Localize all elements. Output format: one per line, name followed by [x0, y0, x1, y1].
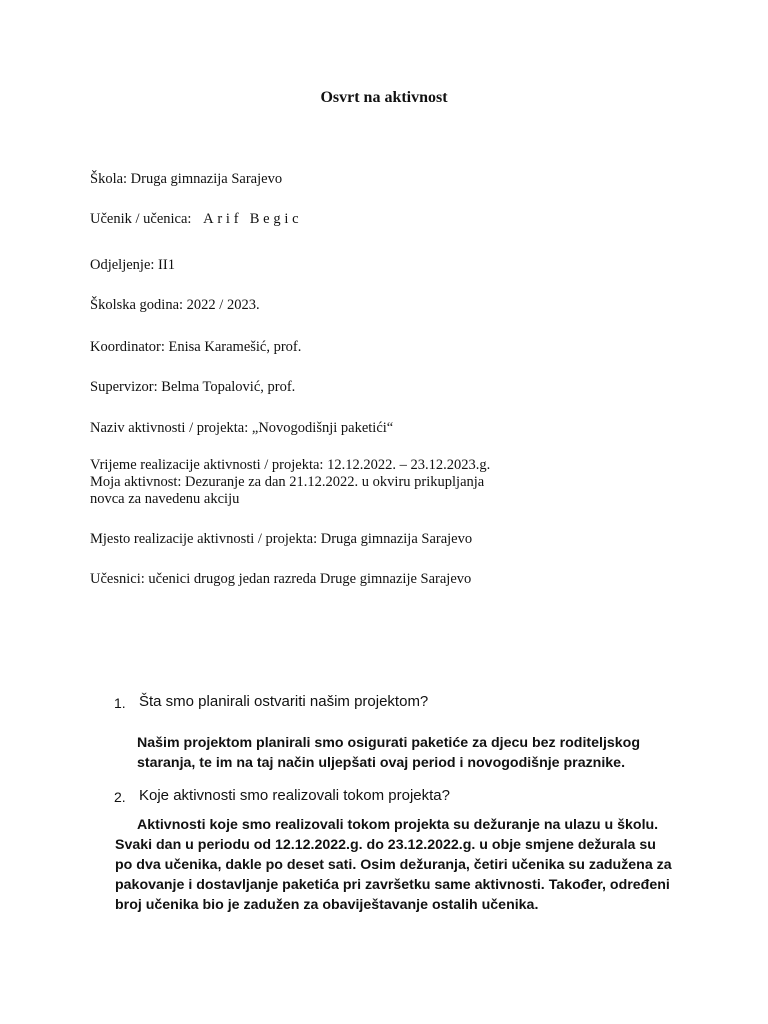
- field-moja-aktivnost-line2: novca za navedenu akciju: [90, 491, 240, 507]
- answer-1-line-2: staranja, te im na taj način uljepšati ovaj period i novogodišnje praznike.: [137, 755, 626, 771]
- document-title: Osvrt na aktivnost: [320, 89, 448, 106]
- answer-1-line-1: Našim projektom planirali smo osigurati paketiće za djecu bez roditeljskog: [137, 735, 641, 751]
- field-moja-aktivnost-line1: Moja aktivnost: Dezuranje za dan 21.12.2022. u okviru prikupljanja: [90, 474, 485, 490]
- field-supervizor: Supervizor: Belma Topalović, prof.: [90, 379, 296, 395]
- question-2-text: Koje aktivnosti smo realizovali tokom projekta?: [139, 787, 450, 804]
- field-ucesnici: Učesnici: učenici drugog jedan razreda Druge gimnazije Sarajevo: [90, 571, 472, 587]
- field-mjesto: Mjesto realizacije aktivnosti / projekta: Druga gimnazija Sarajevo: [90, 531, 473, 547]
- field-skola: Škola: Druga gimnazija Sarajevo: [90, 171, 283, 187]
- question-1-number: 1.: [114, 695, 126, 711]
- answer-2-line-3: po dva učenika, dakle po deset sati. Osim dežuranja, četiri učenika su zadužena za: [115, 857, 672, 873]
- answer-2-line-4: pakovanje i dostavljanje paketića pri završetku same aktivnosti. Također, određeni: [115, 877, 670, 893]
- field-vrijeme: Vrijeme realizacije aktivnosti / projekta: 12.12.2022. – 23.12.2023.g.: [90, 457, 491, 473]
- field-odjeljenje: Odjeljenje: II1: [90, 257, 175, 273]
- question-1-text: Šta smo planirali ostvariti našim projektom?: [139, 693, 429, 710]
- field-naziv: Naziv aktivnosti / projekta: „Novogodišnji paketići“: [90, 420, 394, 436]
- field-ucenik-label: Učenik / učenica:: [90, 211, 192, 227]
- answer-2-line-5: broj učenika bio je zadužen za obaviještavanje ostalih učenika.: [115, 897, 539, 913]
- question-2-number: 2.: [114, 789, 126, 805]
- answer-2-line-1: Aktivnosti koje smo realizovali tokom projekta su dežuranje na ulazu u školu.: [137, 817, 659, 833]
- field-skolska-godina: Školska godina: 2022 / 2023.: [90, 297, 260, 313]
- answer-2-line-2: Svaki dan u periodu od 12.12.2022.g. do 23.12.2022.g. u obje smjene dežurala su: [115, 837, 656, 853]
- field-koordinator: Koordinator: Enisa Karamešić, prof.: [90, 339, 302, 355]
- field-ucenik: [90, 211, 302, 228]
- field-ucenik-value: Arif Begic: [203, 211, 303, 227]
